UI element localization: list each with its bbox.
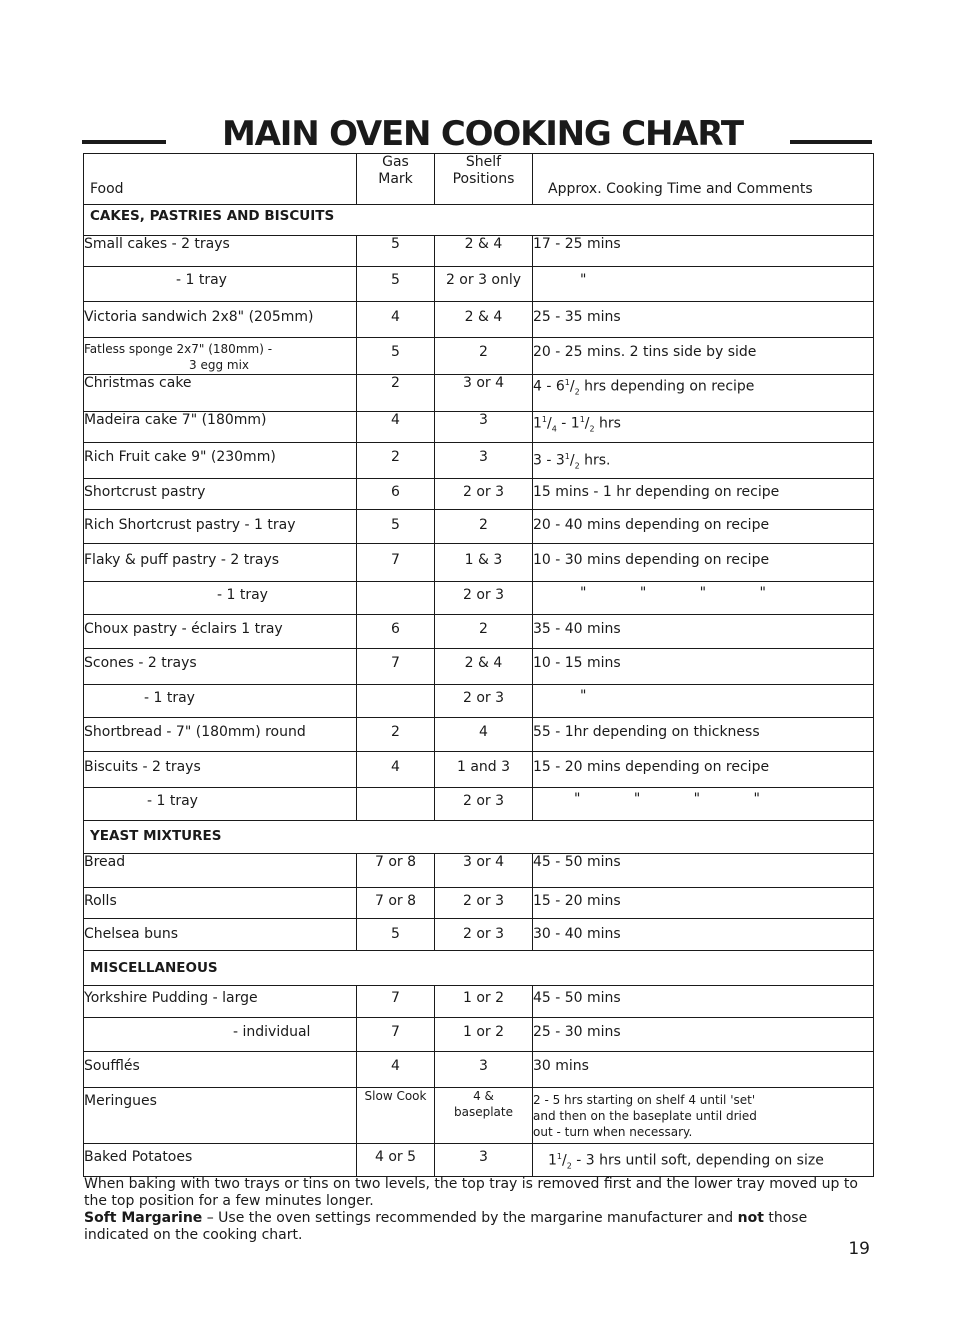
table-row [84, 1088, 874, 1144]
section-row-yeast [84, 821, 874, 854]
gas-cell: 4 [357, 302, 435, 338]
shelf-cell: 3 [435, 1052, 533, 1088]
food-cell: Scones - 2 trays [84, 649, 357, 685]
food-cell: - 1 tray [84, 582, 357, 615]
gas-cell [357, 788, 435, 821]
comment-cell: 55 - 1hr depending on thickness [533, 718, 874, 752]
comment-cell: $1^1/_4 - 1^1/_2$ hrs [533, 412, 874, 443]
section-title: MISCELLANEOUS [84, 951, 874, 986]
table-row [84, 375, 874, 412]
table-row [84, 986, 874, 1018]
food-cell: Madeira cake 7" (180mm) [84, 412, 357, 443]
comment-cell: 25 - 30 mins [533, 1018, 874, 1052]
comment-cell: " [533, 685, 874, 718]
shelf-cell: 2 [435, 615, 533, 649]
comment-cell: 45 - 50 mins [533, 854, 874, 888]
gas-cell: 4 [357, 752, 435, 788]
gas-cell: 5 [357, 510, 435, 544]
comment-cell: 30 mins [533, 1052, 874, 1088]
table-header-row [84, 154, 874, 205]
table-row [84, 544, 874, 582]
food-cell: Soufflés [84, 1052, 357, 1088]
food-cell: - individual [84, 1018, 357, 1052]
food-cell: Biscuits - 2 trays [84, 752, 357, 788]
food-cell: - 1 tray [84, 685, 357, 718]
header-shelf-positions: Shelf Positions [435, 154, 533, 205]
gas-cell: 5 [357, 338, 435, 375]
comment-cell: 25 - 35 mins [533, 302, 874, 338]
shelf-cell: 1 or 2 [435, 986, 533, 1018]
note-margarine: Soft Margarine – Use the oven settings recommended by the margarine manufacturer and not those indicated on the cooking chart. [84, 1210, 808, 1243]
food-cell: Baked Potatoes [84, 1144, 357, 1177]
comment-cell: 17 - 25 mins [533, 236, 874, 267]
shelf-cell: 2 & 4 [435, 649, 533, 685]
food-cell: Shortcrust pastry [84, 479, 357, 510]
comment-cell: 45 - 50 mins [533, 986, 874, 1018]
food-cell: - 1 tray [84, 267, 357, 302]
page-title: MAIN OVEN COOKING CHART [222, 114, 743, 154]
table-row [84, 1052, 874, 1088]
table-row [84, 615, 874, 649]
page-number: 19 [848, 1239, 870, 1259]
table-row [84, 649, 874, 685]
table-row [84, 854, 874, 888]
shelf-cell: 2 or 3 [435, 788, 533, 821]
notes [84, 1176, 874, 1244]
comment-cell: 10 - 15 mins [533, 649, 874, 685]
table-row [84, 302, 874, 338]
gas-cell: 5 [357, 236, 435, 267]
comment-cell: $3 - 3^1/_2$ hrs. [533, 443, 874, 479]
gas-cell: 7 [357, 544, 435, 582]
food-cell: Flaky & puff pastry - 2 trays [84, 544, 357, 582]
food-cell: Christmas cake [84, 375, 357, 412]
gas-cell: 4 [357, 412, 435, 443]
comment-cell: 10 - 30 mins depending on recipe [533, 544, 874, 582]
note-two-levels: When baking with two trays or tins on two levels, the top tray is removed first and the lower tray moved up to the top position for a few minutes longer. [84, 1176, 858, 1209]
table-row [84, 443, 874, 479]
gas-cell: 2 [357, 443, 435, 479]
table-row [84, 338, 874, 375]
table-row [84, 685, 874, 718]
table-row [84, 582, 874, 615]
shelf-cell: 2 [435, 510, 533, 544]
table-row [84, 919, 874, 951]
shelf-cell: 3 or 4 [435, 854, 533, 888]
section-title: CAKES, PASTRIES AND BISCUITS [84, 205, 874, 236]
table-row [84, 267, 874, 302]
gas-cell: 5 [357, 919, 435, 951]
food-cell: Victoria sandwich 2x8" (205mm) [84, 302, 357, 338]
comment-cell: " " " " [533, 788, 874, 821]
shelf-cell: 2 or 3 [435, 479, 533, 510]
table-row [84, 888, 874, 919]
food-cell: Choux pastry - éclairs 1 tray [84, 615, 357, 649]
food-cell: Fatless sponge 2x7" (180mm) - 3 egg mix [84, 338, 357, 375]
gas-cell [357, 582, 435, 615]
gas-cell: 4 [357, 1052, 435, 1088]
gas-cell: 7 or 8 [357, 888, 435, 919]
shelf-cell: 2 or 3 [435, 582, 533, 615]
table-row [84, 718, 874, 752]
food-cell: Rolls [84, 888, 357, 919]
table-row [84, 510, 874, 544]
shelf-cell: 2 or 3 [435, 919, 533, 951]
gas-cell: 6 [357, 615, 435, 649]
shelf-cell: 1 and 3 [435, 752, 533, 788]
gas-cell: 2 [357, 375, 435, 412]
comment-cell: 35 - 40 mins [533, 615, 874, 649]
title-bar [82, 112, 872, 156]
shelf-cell: 2 or 3 only [435, 267, 533, 302]
gas-cell: 4 or 5 [357, 1144, 435, 1177]
food-cell: Small cakes - 2 trays [84, 236, 357, 267]
table-row [84, 788, 874, 821]
food-cell: Shortbread - 7" (180mm) round [84, 718, 357, 752]
gas-cell [357, 685, 435, 718]
shelf-cell: 3 [435, 412, 533, 443]
gas-cell: 2 [357, 718, 435, 752]
table-row [84, 479, 874, 510]
shelf-cell: 2 or 3 [435, 685, 533, 718]
title-rule-left [82, 140, 166, 144]
food-cell: Rich Shortcrust pastry - 1 tray [84, 510, 357, 544]
table-row [84, 236, 874, 267]
food-cell: Bread [84, 854, 357, 888]
gas-cell: 7 [357, 649, 435, 685]
food-cell: Chelsea buns [84, 919, 357, 951]
section-title: YEAST MIXTURES [84, 821, 874, 854]
cooking-chart-table [83, 153, 874, 1177]
comment-cell: $1^1/_2 - 3$ hrs until soft, depending on size [533, 1144, 874, 1177]
header-food: Food [84, 154, 357, 205]
shelf-cell: 1 or 2 [435, 1018, 533, 1052]
gas-cell: Slow Cook [357, 1088, 435, 1144]
shelf-cell: 2 & 4 [435, 302, 533, 338]
shelf-cell: 2 or 3 [435, 888, 533, 919]
table-row [84, 752, 874, 788]
shelf-cell: 3 or 4 [435, 375, 533, 412]
header-gas-mark: Gas Mark [357, 154, 435, 205]
comment-cell: " [533, 267, 874, 302]
table-row [84, 1018, 874, 1052]
gas-cell: 5 [357, 267, 435, 302]
gas-cell: 6 [357, 479, 435, 510]
gas-cell: 7 [357, 986, 435, 1018]
gas-cell: 7 [357, 1018, 435, 1052]
food-cell: - 1 tray [84, 788, 357, 821]
header-comments: Approx. Cooking Time and Comments [533, 154, 874, 205]
gas-cell: 7 or 8 [357, 854, 435, 888]
shelf-cell: 2 & 4 [435, 236, 533, 267]
table-row [84, 412, 874, 443]
section-row-cakes [84, 205, 874, 236]
food-cell: Meringues [84, 1088, 357, 1144]
comment-cell: 20 - 40 mins depending on recipe [533, 510, 874, 544]
shelf-cell: 1 & 3 [435, 544, 533, 582]
shelf-cell: 3 [435, 1144, 533, 1177]
comment-cell: " " " " [533, 582, 874, 615]
comment-cell: 20 - 25 mins. 2 tins side by side [533, 338, 874, 375]
shelf-cell: 3 [435, 443, 533, 479]
food-cell: Yorkshire Pudding - large [84, 986, 357, 1018]
comment-cell: 30 - 40 mins [533, 919, 874, 951]
comment-cell: $4 - 6^1/_2$ hrs depending on recipe [533, 375, 874, 412]
shelf-cell: 4 [435, 718, 533, 752]
comment-cell: 2 - 5 hrs starting on shelf 4 until 'set' and then on the baseplate until dried out - turn when necessary. [533, 1088, 874, 1144]
section-row-misc [84, 951, 874, 986]
comment-cell: 15 - 20 mins [533, 888, 874, 919]
shelf-cell: 2 [435, 338, 533, 375]
title-rule-right [790, 140, 872, 144]
food-cell: Rich Fruit cake 9" (230mm) [84, 443, 357, 479]
shelf-cell: 4 & baseplate [435, 1088, 533, 1144]
comment-cell: 15 mins - 1 hr depending on recipe [533, 479, 874, 510]
table-row [84, 1144, 874, 1177]
comment-cell: 15 - 20 mins depending on recipe [533, 752, 874, 788]
